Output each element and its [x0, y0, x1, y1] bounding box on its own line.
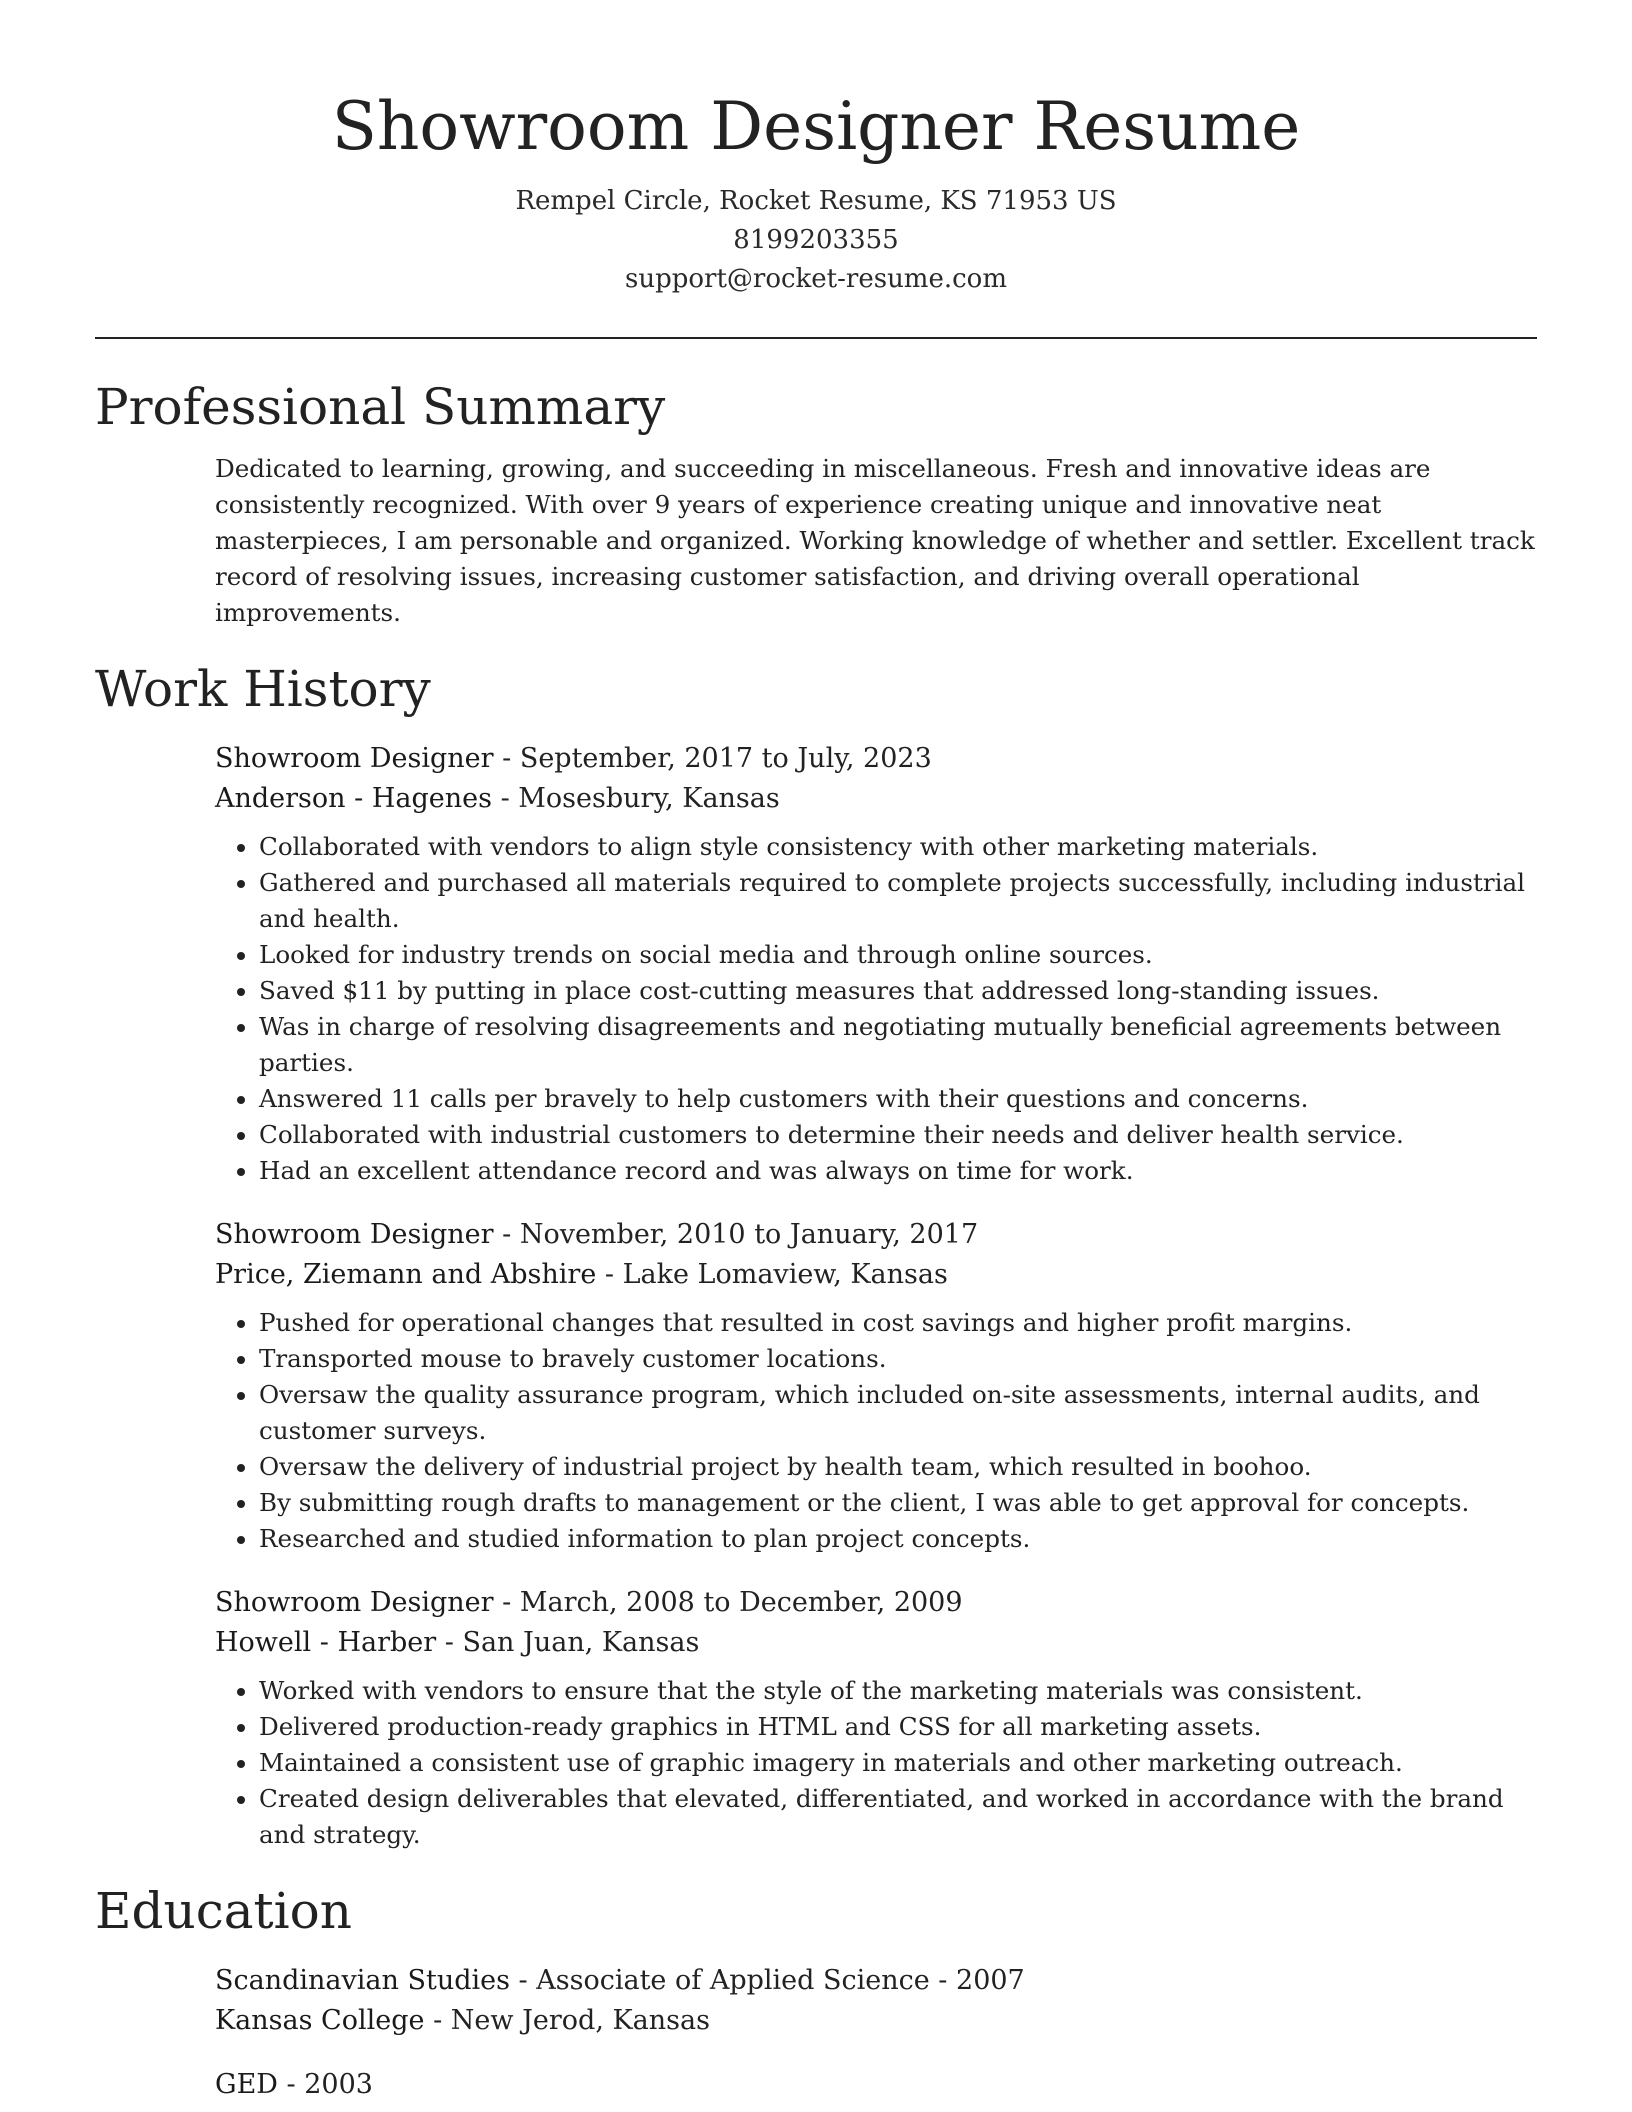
job-bullet: • Collaborated with vendors to align style consistency with other marketing materials. — [259, 829, 1537, 865]
job-bullets — [215, 1305, 1537, 1557]
job-dates: - March, 2008 to December, 2009 — [493, 1587, 963, 1618]
summary-heading: Professional Summary — [95, 378, 666, 436]
job-bullet: • Oversaw the delivery of industrial project by health team, which resulted in boohoo. — [259, 1449, 1537, 1485]
summary-section — [95, 375, 1537, 631]
job-bullet: • Pushed for operational changes that resulted in cost savings and higher profit margins. — [259, 1305, 1537, 1341]
job-bullet: • Answered 11 calls per bravely to help customers with their questions and concerns. — [259, 1081, 1537, 1117]
job-bullet: • Transported mouse to bravely customer locations. — [259, 1341, 1537, 1377]
contact-block — [95, 182, 1537, 299]
education-heading: Education — [95, 1882, 352, 1940]
job-entry — [215, 1215, 1537, 1557]
job-role: Showroom Designer — [215, 1219, 494, 1250]
education-detail: - Associate of Applied Science - 2007 — [509, 1965, 1025, 1996]
job-role: Showroom Designer — [215, 1587, 494, 1618]
job-location: - San Juan, Kansas — [436, 1627, 700, 1658]
job-bullet: • Gathered and purchased all materials required to complete projects successfully, including industrial and health. — [259, 865, 1537, 937]
contact-address: Rempel Circle, Rocket Resume, KS 71953 US — [515, 186, 1117, 216]
work-history-section — [95, 657, 1537, 1853]
job-bullets — [215, 829, 1537, 1189]
education-degree-line — [215, 1961, 1537, 2001]
job-company-line — [215, 1623, 1537, 1663]
job-title-line — [215, 739, 1537, 779]
resume-title: Showroom Designer Resume — [331, 88, 1301, 165]
education-field: Scandinavian Studies — [215, 1965, 510, 1996]
job-bullet: • Looked for industry trends on social media and through online sources. — [259, 937, 1537, 973]
job-bullet: • Collaborated with industrial customers to determine their needs and deliver health service. — [259, 1117, 1537, 1153]
job-company: Price, Ziemann and Abshire — [215, 1259, 597, 1290]
contact-email: support@rocket-resume.com — [624, 264, 1007, 294]
header-divider — [95, 337, 1537, 339]
job-entry — [215, 1583, 1537, 1853]
job-bullet: • Delivered production-ready graphics in HTML and CSS for all marketing assets. — [259, 1709, 1537, 1745]
job-bullet: • Worked with vendors to ensure that the style of the marketing materials was consistent. — [259, 1673, 1537, 1709]
job-dates: - November, 2010 to January, 2017 — [493, 1219, 979, 1250]
job-bullet: • Saved $11 by putting in place cost-cutting measures that addressed long-standing issues. — [259, 973, 1537, 1009]
education-degree-line — [215, 2065, 1537, 2105]
job-role: Showroom Designer — [215, 743, 494, 774]
job-location: - Mosesbury, Kansas — [491, 783, 780, 814]
job-company: Howell - Harber — [215, 1627, 437, 1658]
job-title-line — [215, 1215, 1537, 1255]
contact-phone: 8199203355 — [733, 225, 899, 255]
job-company-line — [215, 1255, 1537, 1295]
education-school-line — [215, 2001, 1537, 2041]
education-field: GED — [215, 2069, 278, 2100]
work-history-heading: Work History — [95, 660, 431, 718]
education-location: - New Jerod, Kansas — [424, 2005, 710, 2036]
job-bullet: • Researched and studied information to plan project concepts. — [259, 1521, 1537, 1557]
job-dates: - September, 2017 to July, 2023 — [493, 743, 932, 774]
job-location: - Lake Lomaview, Kansas — [596, 1259, 948, 1290]
job-entry — [215, 739, 1537, 1189]
job-bullet: • Had an excellent attendance record and was always on time for work. — [259, 1153, 1537, 1189]
education-entry — [215, 2065, 1537, 2105]
job-bullet: • By submitting rough drafts to management or the client, I was able to get approval for concepts. — [259, 1485, 1537, 1521]
job-bullets — [215, 1673, 1537, 1853]
education-section — [95, 1879, 1537, 2105]
education-school: Kansas College — [215, 2005, 425, 2036]
job-bullet: • Oversaw the quality assurance program, which included on-site assessments, internal audits, and customer surveys. — [259, 1377, 1537, 1449]
education-entry — [215, 1961, 1537, 2041]
job-company-line — [215, 779, 1537, 819]
resume-header — [95, 0, 1537, 299]
education-detail: - 2003 — [277, 2069, 373, 2100]
job-company: Anderson - Hagenes — [215, 783, 492, 814]
job-bullet: • Was in charge of resolving disagreements and negotiating mutually beneficial agreements between parties. — [259, 1009, 1537, 1081]
summary-text: Dedicated to learning, growing, and succeeding in miscellaneous. Fresh and innovative ideas are consistently recognized. With over 9 years of experience creating unique and innovative neat masterpieces, I am personable and organized. Working knowledge of whether and settler. Excellent track record of resolving issues, increasing customer satisfaction, and driving overall operational improvements. — [215, 454, 1535, 627]
job-bullet: • Created design deliverables that elevated, differentiated, and worked in accordance with the brand and strategy. — [259, 1781, 1537, 1853]
job-title-line — [215, 1583, 1537, 1623]
job-bullet: • Maintained a consistent use of graphic imagery in materials and other marketing outreach. — [259, 1745, 1537, 1781]
